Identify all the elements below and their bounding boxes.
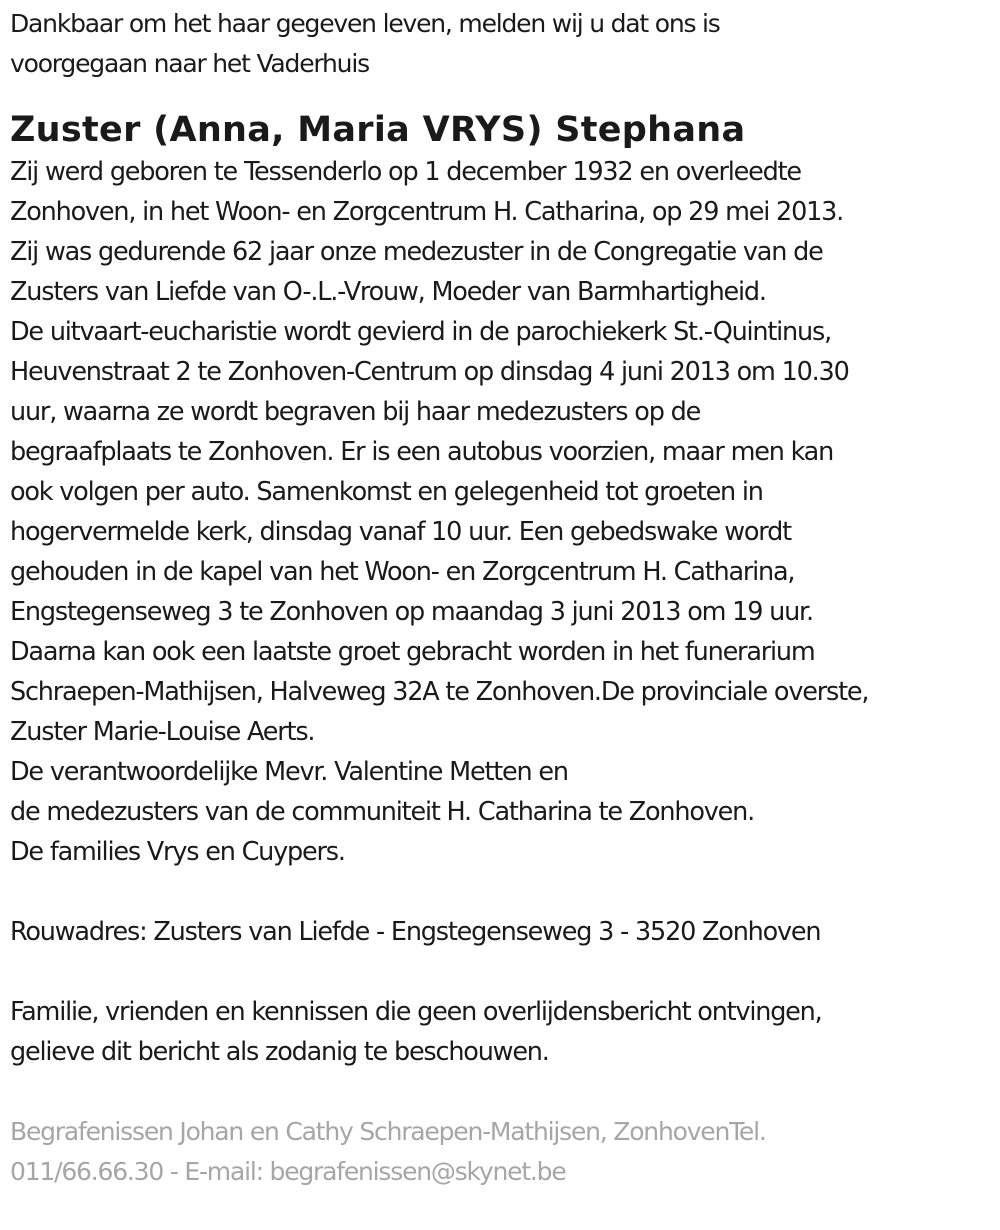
footer-line: Begrafenissen Johan en Cathy Schraepen-Mathijsen, ZonhovenTel. — [10, 1117, 766, 1146]
notice-line: Familie, vrienden en kennissen die geen overlijdensbericht ontvingen, — [10, 997, 822, 1027]
body-line: De verantwoordelijke Mevr. Valentine Metten en — [10, 757, 568, 787]
mourning-address: Rouwadres: Zusters van Liefde - Engstegenseweg 3 - 3520 Zonhoven — [10, 917, 821, 947]
body-line: hogervermelde kerk, dinsdag vanaf 10 uur. Een gebedswake wordt — [10, 517, 791, 547]
body-line: De families Vrys en Cuypers. — [10, 837, 345, 867]
funeral-home-footer — [10, 1112, 990, 1192]
spacer — [10, 872, 990, 912]
body-line: De uitvaart-eucharistie wordt gevierd in de parochiekerk St.-Quintinus, — [10, 317, 831, 347]
intro-text — [10, 4, 990, 84]
body-line: Zonhoven, in het Woon- en Zorgcentrum H. Catharina, op 29 mei 2013. — [10, 197, 844, 227]
intro-line: Dankbaar om het haar gegeven leven, melden wij u dat ons is — [10, 9, 720, 38]
body-line: Zusters van Liefde van O-.L.-Vrouw, Moeder van Barmhartigheid. — [10, 277, 766, 307]
notice-line: gelieve dit bericht als zodanig te beschouwen. — [10, 1037, 549, 1067]
body-line: uur, waarna ze wordt begraven bij haar medezusters op de — [10, 397, 701, 427]
deceased-name-heading: Zuster (Anna, Maria VRYS) Stephana — [10, 110, 746, 150]
obituary-body — [10, 152, 990, 1112]
body-line: Heuvenstraat 2 te Zonhoven-Centrum op dinsdag 4 juni 2013 om 10.30 — [10, 357, 849, 387]
intro-line: voorgegaan naar het Vaderhuis — [10, 49, 369, 78]
body-line: gehouden in de kapel van het Woon- en Zorgcentrum H. Catharina, — [10, 557, 795, 587]
body-line: ook volgen per auto. Samenkomst en gelegenheid tot groeten in — [10, 477, 763, 507]
body-line: Engstegenseweg 3 te Zonhoven op maandag 3 juni 2013 om 19 uur. — [10, 597, 813, 627]
body-line: begraafplaats te Zonhoven. Er is een autobus voorzien, maar men kan — [10, 437, 834, 467]
obituary-notice — [10, 4, 990, 1192]
body-line: Schraepen-Mathijsen, Halveweg 32A te Zonhoven.De provinciale overste, — [10, 677, 869, 707]
body-line: de medezusters van de communiteit H. Catharina te Zonhoven. — [10, 797, 754, 827]
body-line: Zij werd geboren te Tessenderlo op 1 december 1932 en overleedte — [10, 157, 801, 187]
body-line: Daarna kan ook een laatste groet gebracht worden in het funerarium — [10, 637, 815, 667]
body-line: Zuster Marie-Louise Aerts. — [10, 717, 315, 747]
spacer — [10, 952, 990, 992]
footer-contact: 011/66.66.30 - E-mail: begrafenissen@skynet.be — [10, 1157, 566, 1186]
body-line: Zij was gedurende 62 jaar onze medezuster in de Congregatie van de — [10, 237, 823, 267]
spacer — [10, 1072, 990, 1112]
